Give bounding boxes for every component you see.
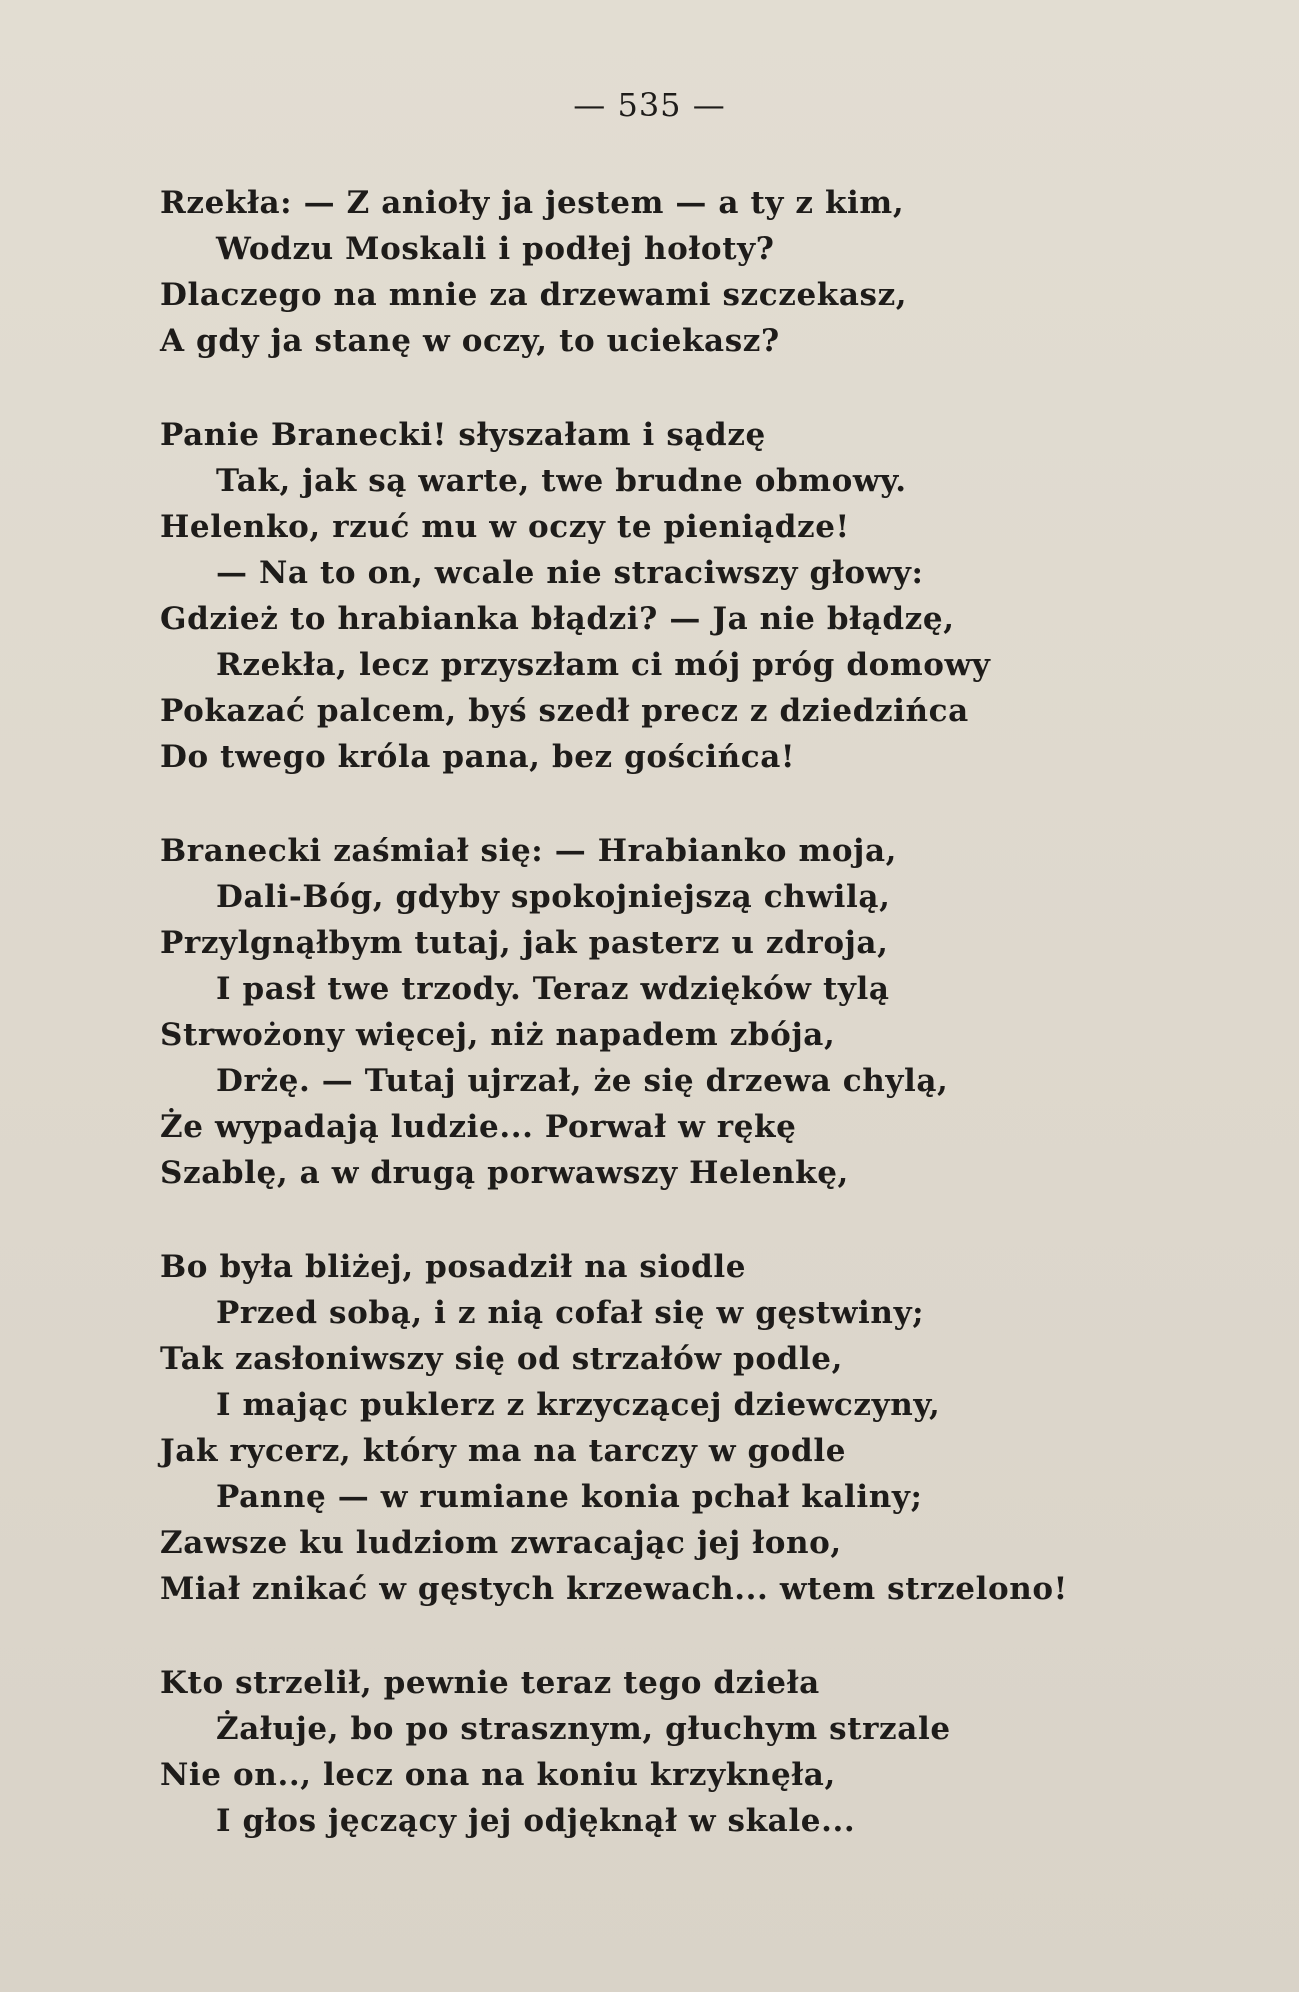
verse-line: Bo była bliżej, posadził na siodle: [160, 1249, 747, 1285]
verse-line: I głos jęczący jej odjęknął w skale...: [216, 1803, 856, 1839]
verse-line: Do twego króla pana, bez gościńca!: [160, 739, 796, 775]
page-number: — 535 —: [573, 86, 726, 124]
verse-line: Drżę. — Tutaj ujrzał, że się drzewa chylą,: [216, 1063, 949, 1099]
verse-line: Rzekła: — Z anioły ja jestem — a ty z kim,: [160, 185, 905, 221]
stanza: [160, 1660, 1190, 1844]
verse-line: — Na to on, wcale nie straciwszy głowy:: [216, 555, 924, 591]
stanza: [160, 412, 1190, 780]
verse-line: Panie Branecki! słyszałam i sądzę: [160, 417, 766, 453]
verse-line: Kto strzelił, pewnie teraz tego dzieła: [160, 1665, 820, 1701]
verse-line: Zawsze ku ludziom zwracając jej łono,: [160, 1525, 842, 1561]
verse-line: Tak zasłoniwszy się od strzałów podle,: [160, 1341, 843, 1377]
verse-line: I pasł twe trzody. Teraz wdzięków tylą: [216, 971, 890, 1007]
verse-line: Strwożony więcej, niż napadem zbója,: [160, 1017, 836, 1053]
verse-line: Jak rycerz, który ma na tarczy w godle: [160, 1433, 847, 1469]
verse-line: Tak, jak są warte, twe brudne obmowy.: [216, 463, 907, 499]
verse-line: Dali-Bóg, gdyby spokojniejszą chwilą,: [216, 879, 891, 915]
verse-line: I mając puklerz z krzyczącej dziewczyny,: [216, 1387, 941, 1423]
stanza: [160, 180, 1190, 364]
stanza: [160, 828, 1190, 1196]
verse-line: Gdzież to hrabianka błądzi? — Ja nie błądzę,: [160, 601, 955, 637]
verse-line: A gdy ja stanę w oczy, to uciekasz?: [160, 323, 780, 359]
verse-line: Żałuje, bo po strasznym, głuchym strzale: [216, 1711, 951, 1747]
verse-line: Pannę — w rumiane konia pchał kaliny;: [216, 1479, 923, 1515]
verse-line: Przed sobą, i z nią cofał się w gęstwiny;: [216, 1295, 925, 1331]
verse-line: Nie on.., lecz ona na koniu krzyknęła,: [160, 1757, 836, 1793]
verse-line: Miał znikać w gęstych krzewach... wtem strzelono!: [160, 1571, 1068, 1607]
verse-line: Przylgnąłbym tutaj, jak pasterz u zdroja,: [160, 925, 889, 961]
poem-text: [160, 180, 1190, 1892]
verse-line: Branecki zaśmiał się: — Hrabianko moja,: [160, 833, 898, 869]
verse-line: Że wypadają ludzie... Porwał w rękę: [160, 1109, 797, 1145]
verse-line: Helenko, rzuć mu w oczy te pieniądze!: [160, 509, 850, 545]
verse-line: Pokazać palcem, byś szedł precz z dziedzińca: [160, 693, 969, 729]
verse-line: Wodzu Moskali i podłej hołoty?: [216, 231, 775, 267]
verse-line: Dlaczego na mnie za drzewami szczekasz,: [160, 277, 908, 313]
verse-line: Szablę, a w drugą porwawszy Helenkę,: [160, 1155, 849, 1191]
verse-line: Rzekła, lecz przyszłam ci mój próg domowy: [216, 647, 991, 683]
stanza: [160, 1244, 1190, 1612]
